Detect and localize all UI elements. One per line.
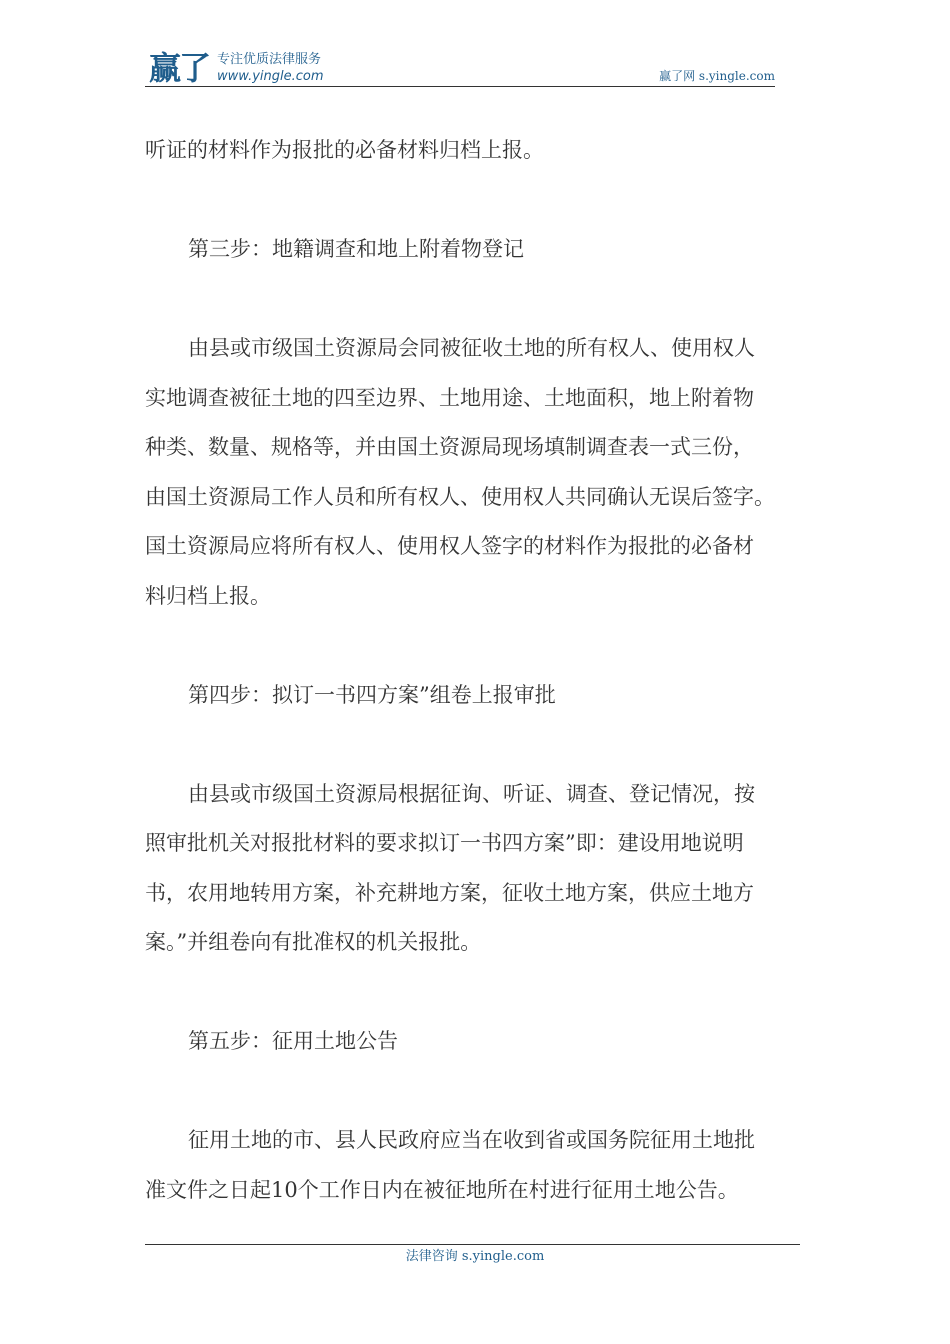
footer-divider <box>145 1244 800 1245</box>
step-heading: 第五步：征用土地公告 <box>188 1029 398 1053</box>
paragraph-line: 种类、数量、规格等，并由国土资源局现场填制调查表一式三份， <box>145 435 754 459</box>
paragraph-gap <box>145 275 805 325</box>
logo-url[interactable]: www.yingle.com <box>217 69 324 84</box>
paragraph-gap <box>145 968 805 1018</box>
step-heading: 第三步：地籍调查和地上附着物登记 <box>188 237 524 261</box>
paragraph-gap <box>145 176 805 226</box>
step-heading: 第四步：拟订一书四方案”组卷上报审批 <box>188 682 556 707</box>
footer-link[interactable]: 法律咨询 s.yingle.com <box>405 1249 545 1264</box>
logo-slogan: 专注优质法律服务 <box>217 52 322 67</box>
header-site-link[interactable]: 赢了网 s.yingle.com <box>659 69 775 83</box>
paragraph-line: 由县或市级国土资源局会同被征收土地的所有权人、使用权人 <box>188 336 755 360</box>
paragraph-line: 案。”并组卷向有批准权的机关报批。 <box>145 930 482 954</box>
logo[interactable]: 赢了 <box>149 49 210 87</box>
paragraph-line: 国土资源局应将所有权人、使用权人签字的材料作为报批的必备材 <box>145 534 754 558</box>
paragraph-line: 由县或市级国土资源局根据征询、听证、调查、登记情况，按 <box>188 781 755 806</box>
header-divider <box>145 86 775 87</box>
paragraph-gap <box>145 1067 805 1117</box>
paragraph-line: 实地调查被征土地的四至边界、土地用途、土地面积，地上附着物 <box>145 385 754 410</box>
page-header <box>145 48 775 88</box>
paragraph-line: 照审批机关对报批材料的要求拟订一书四方案”即：建设用地说明 <box>145 831 744 855</box>
paragraph-gap <box>145 621 805 671</box>
paragraph-line: 书，农用地转用方案，补充耕地方案，征收土地方案，供应土地方 <box>145 880 754 905</box>
paragraph-gap <box>145 720 805 770</box>
document-body <box>145 126 805 1215</box>
paragraph-line: 听证的材料作为报批的必备材料归档上报。 <box>145 138 544 162</box>
paragraph-line: 由国土资源局工作人员和所有权人、使用权人共同确认无误后签字。 <box>145 484 775 509</box>
paragraph-line: 料归档上报。 <box>145 583 271 608</box>
paragraph-line: 准文件之日起10个工作日内在被征地所在村进行征用土地公告。 <box>145 1177 739 1202</box>
paragraph-line: 征用土地的市、县人民政府应当在收到省或国务院征用土地批 <box>188 1128 755 1152</box>
